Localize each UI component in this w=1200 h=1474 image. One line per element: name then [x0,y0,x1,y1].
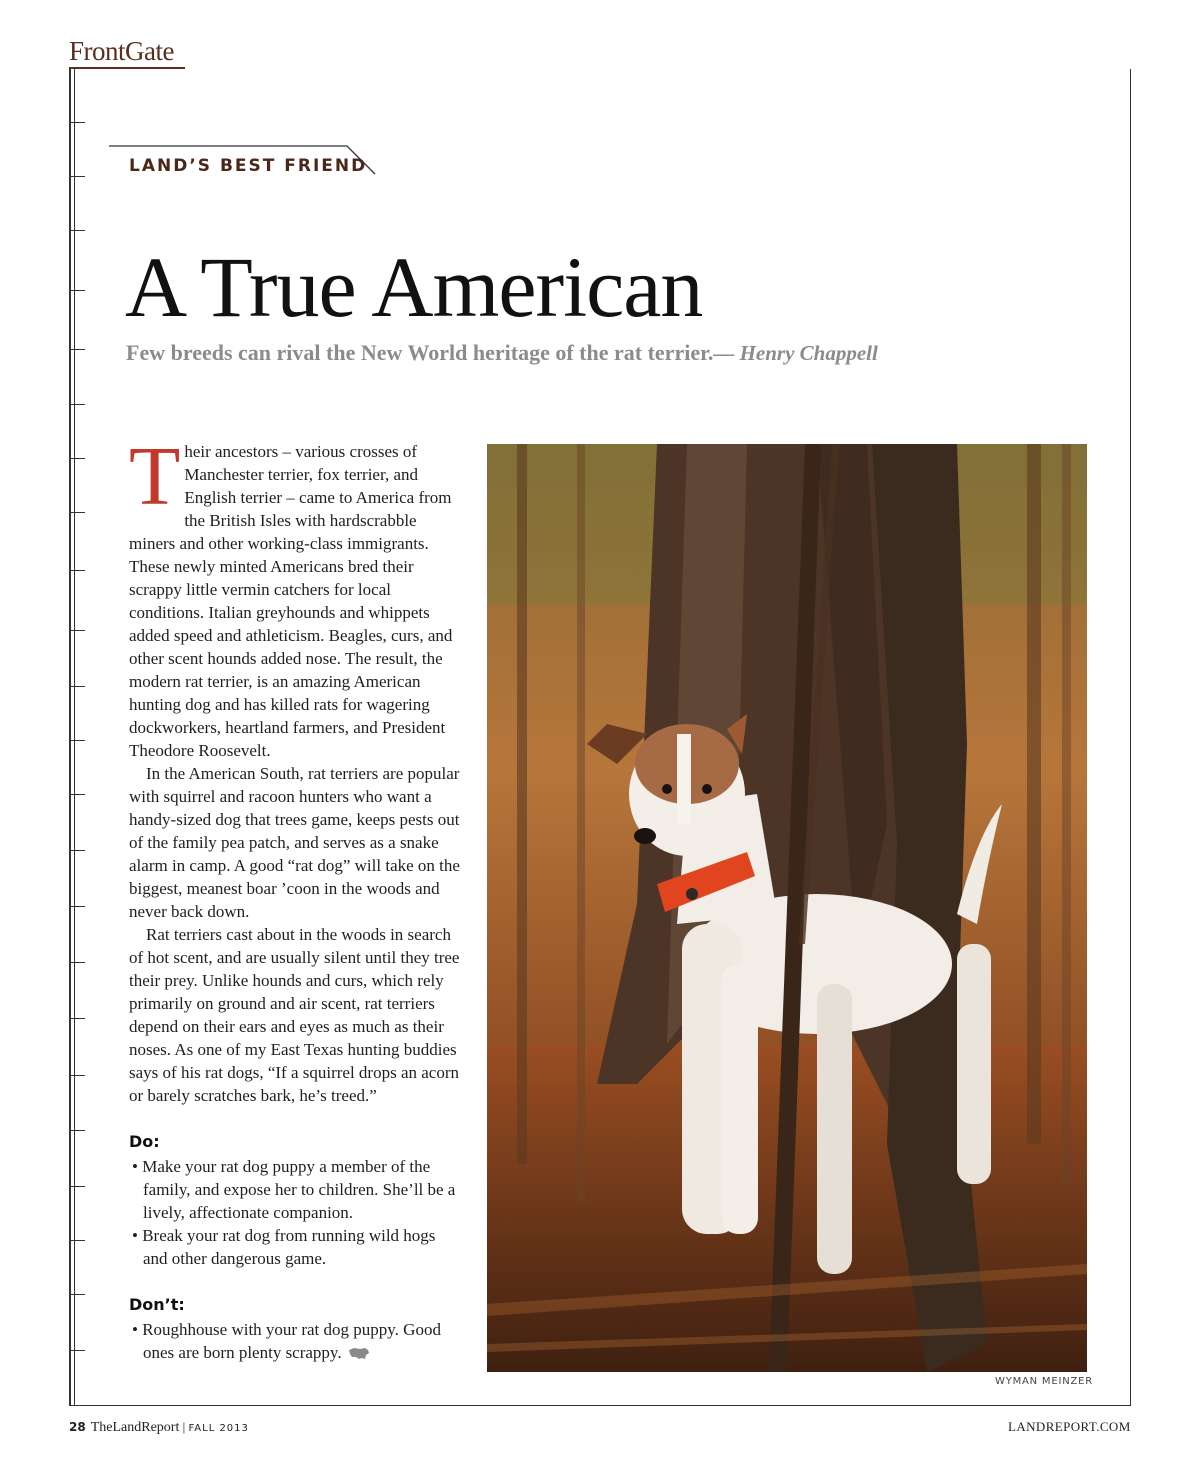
us-map-icon [348,1347,370,1361]
dog-in-woods-illustration [487,444,1087,1372]
paragraph-1-text: heir ancestors – various crosses of Manchester terrier, fox terrier, and English terrier – came to America from the British Isles with hardscrabble miners and other working-class immigrants. These newly minted Americans bred their scrappy little vermin catchers for local conditions. Italian greyhounds and whippets added speed and athleticism. Beagles, curs, and other scent hounds added nose. The result, the modern rat terrier, is an amazing American hunting dog and has killed rats for wagering dockworkers, heartland farmers, and President Theodore Roosevelt. [129,442,453,760]
photo-credit: WYMAN MEINZER [995,1376,1094,1387]
masthead-rule [69,67,185,69]
page-number: 28 [69,1420,86,1434]
photo-rat-terrier [487,444,1087,1372]
frame-left-rule [69,69,71,1406]
frame-left-inner-rule [74,69,75,1406]
publication-name: TheLandReport [90,1420,180,1435]
byline: — Henry Chappell [713,341,878,365]
headline: A True American [125,239,703,335]
paragraph-3: Rat terriers cast about in the woods in search of hot scent, and are usually silent until they tree their prey. Unlike hounds and curs, which rely primarily on ground and air scent, rat terriers depend on their ears and eyes as much as their noses. As one of my East Texas hunting buddies says of his rat dogs, “If a squirrel drops an acorn or barely scratches bark, he’s treed.” [129,925,460,1105]
do-item: • Break your rat dog from running wild hogs and other dangerous game. [132,1226,436,1268]
do-item: • Make your rat dog puppy a member of the family, and expose her to children. She’ll be a lively, affectionate companion. [132,1157,456,1222]
deck [126,340,878,366]
issue-label: FALL 2013 [188,1423,249,1434]
footer-website: LANDREPORT.COM [1008,1419,1131,1434]
kicker-label: LAND’S BEST FRIEND [129,156,368,176]
dont-item [129,1318,464,1364]
dont-item-text: • Roughhouse with your rat dog puppy. Good ones are born plenty scrappy. [132,1320,441,1362]
dropcap: T [129,430,181,523]
deck-text: Few breeds can rival the New World heritage of the rat terrier. [126,340,714,365]
do-heading: Do: [129,1132,160,1151]
paragraph-1 [129,430,464,762]
section-title: FrontGate [69,36,174,66]
dont-heading: Don’t: [129,1295,185,1314]
frame-bottom-rule [69,1405,1131,1406]
article-body [129,430,464,1364]
paragraph-2: In the American South, rat terriers are popular with squirrel and racoon hunters who want a handy-sized dog that trees game, keeps pests out of the family pea patch, and serves as a snake alarm in camp. A good “rat dog” will take on the biggest, meanest boar ’coon in the woods and never back down. [129,764,460,921]
footer-publication [69,1419,249,1436]
frame-right-rule [1130,69,1131,1406]
footer-separator: | [182,1419,186,1434]
